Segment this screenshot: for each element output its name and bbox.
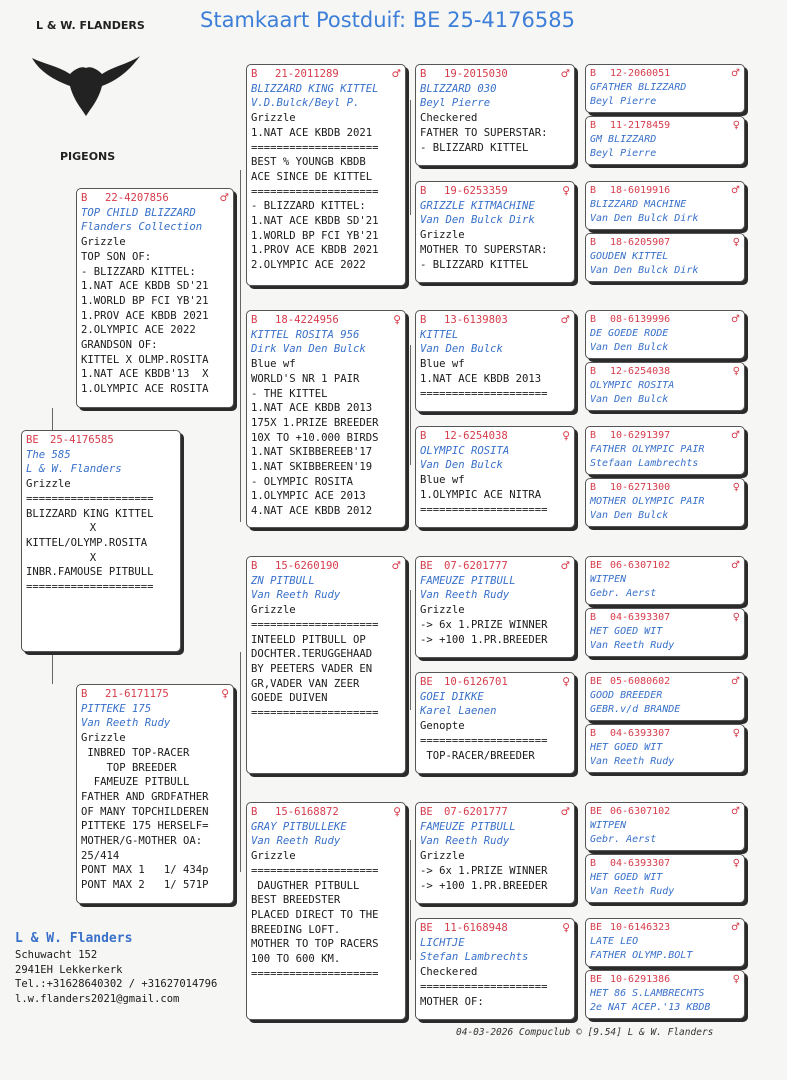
pigeon-owner: Flanders Collection bbox=[81, 221, 203, 234]
sex-icon: ♀ bbox=[562, 676, 570, 688]
card-line: PLACED DIRECT TO THE bbox=[251, 908, 379, 921]
pigeon-owner: Stefan Lambrechts bbox=[420, 951, 529, 964]
card-line: OF MANY TOPCHILDEREN bbox=[81, 805, 209, 818]
pigeon-card-fmfm bbox=[585, 362, 745, 411]
ring-prefix: B bbox=[590, 366, 597, 377]
card-line: INBRED TOP-RACER bbox=[81, 746, 190, 759]
card-line: ==================== bbox=[420, 734, 548, 747]
pigeon-name: GFATHER BLIZZARD bbox=[590, 82, 687, 93]
connector-line bbox=[52, 650, 53, 684]
pigeon-owner: Beyl Pierre bbox=[420, 97, 491, 110]
ring-prefix: BE bbox=[420, 560, 433, 572]
card-line: ==================== bbox=[420, 503, 548, 516]
card-line: GOEDE DUIVEN bbox=[251, 692, 328, 705]
card-line: Checkered bbox=[420, 112, 478, 125]
ring-prefix: B bbox=[590, 728, 597, 739]
pigeon-card-mffm bbox=[585, 608, 745, 657]
pigeon-owner: Van Den Bulck bbox=[420, 343, 503, 356]
card-line: MOTHER/G-MOTHER OA: bbox=[81, 835, 203, 848]
ring-number: 12-6254038 bbox=[610, 366, 671, 377]
sex-icon: ♂ bbox=[731, 676, 740, 687]
sex-icon: ♂ bbox=[731, 430, 740, 441]
pigeon-card-mfff bbox=[585, 556, 745, 605]
pigeon-name: OLYMPIC ROSITA bbox=[420, 444, 510, 457]
pigeon-owner: Gebr. Aerst bbox=[590, 834, 657, 845]
ring-prefix: B bbox=[590, 612, 597, 623]
pigeon-card-ff bbox=[246, 64, 406, 286]
sex-icon: ♂ bbox=[731, 560, 740, 571]
pigeon-name: BLIZZARD KING KITTEL bbox=[251, 82, 379, 95]
connector-line bbox=[410, 590, 411, 710]
ring-prefix: BE bbox=[420, 806, 433, 818]
footer-credit: 04-03-2026 Compuclub © [9.54] L & W. Flanders bbox=[456, 1027, 714, 1038]
card-line: ==================== bbox=[251, 618, 379, 631]
pigeon-owner: Van Reeth Rudy bbox=[420, 589, 510, 602]
connector-line bbox=[52, 408, 53, 432]
ring-number: 08-6139996 bbox=[610, 314, 671, 325]
sex-icon bbox=[164, 433, 176, 448]
pigeon-name: GOEI DIKKE bbox=[420, 690, 484, 703]
card-line: -> 6x 1.PRIZE WINNER bbox=[420, 864, 548, 877]
pigeon-owner: Van Reeth Rudy bbox=[590, 756, 675, 767]
connector-line bbox=[240, 170, 241, 522]
card-line: INBR.FAMOUSE PITBULL bbox=[26, 566, 154, 579]
pigeon-owner: Van Den Bulck bbox=[590, 394, 669, 405]
pigeon-name: HET GOED WIT bbox=[590, 872, 663, 883]
card-line: 1.OLYMPIC ACE 2013 bbox=[251, 490, 366, 503]
card-line: ==================== bbox=[251, 707, 379, 720]
pigeon-name: HET 86 S.LAMBRECHTS bbox=[590, 988, 705, 999]
card-line: ==================== bbox=[251, 185, 379, 198]
contact-street: Schuwacht 152 bbox=[15, 949, 98, 961]
pigeon-card-father bbox=[76, 188, 234, 408]
card-line: GR,VADER VAN ZEER bbox=[251, 677, 360, 690]
sex-icon: ♂ bbox=[731, 922, 740, 933]
ring-prefix: B bbox=[251, 806, 258, 818]
sex-icon: ♀ bbox=[393, 314, 401, 326]
ring-prefix: B bbox=[590, 314, 597, 325]
ring-number: 05-6080602 bbox=[610, 676, 671, 687]
pigeon-owner: L & W. Flanders bbox=[26, 463, 122, 476]
card-line: 1.WORLD BP FCI YB'21 bbox=[81, 294, 209, 307]
pigeon-name: FAMEUZE PITBULL bbox=[420, 574, 516, 587]
card-line: ACE SINCE DE KITTEL bbox=[251, 170, 373, 183]
card-line: TOP BREEDER bbox=[81, 761, 177, 774]
pigeon-card-mmff bbox=[585, 802, 745, 851]
pigeon-card-mfmm bbox=[585, 724, 745, 773]
sex-icon: ♂ bbox=[560, 560, 570, 572]
card-line: 1.NAT SKIBBEREEN'19 bbox=[251, 461, 373, 474]
pigeon-name: FAMEUZE PITBULL bbox=[420, 820, 516, 833]
pigeon-card-mother bbox=[76, 684, 234, 904]
card-line: ==================== bbox=[26, 492, 154, 505]
pigeon-name: FATHER OLYMPIC PAIR bbox=[590, 444, 705, 455]
pigeon-card-fmmm bbox=[585, 478, 745, 527]
sex-icon: ♂ bbox=[560, 314, 570, 326]
card-line: 175X 1.PRIZE BREEDER bbox=[251, 416, 379, 429]
sex-icon: ♀ bbox=[221, 688, 229, 700]
ring-prefix: BE bbox=[590, 806, 603, 817]
card-line: Checkered bbox=[420, 966, 478, 979]
ring-number: 15-6168872 bbox=[275, 806, 339, 818]
pigeon-owner: 2e NAT ACEP.'13 KBDB bbox=[590, 1002, 711, 1013]
ring-number: 13-6139803 bbox=[444, 314, 508, 326]
ring-number: 06-6307102 bbox=[610, 560, 671, 571]
sex-icon: ♂ bbox=[731, 806, 740, 817]
connector-line bbox=[240, 652, 241, 872]
ring-prefix: B bbox=[590, 120, 597, 131]
ring-prefix: BE bbox=[590, 974, 603, 985]
ring-prefix: B bbox=[590, 858, 597, 869]
card-line: KITTEL X OLMP.ROSITA bbox=[81, 353, 209, 366]
brand-name: L & W. FLANDERS bbox=[36, 19, 145, 32]
card-line: TOP SON OF: bbox=[81, 250, 152, 263]
ring-number: 10-6271300 bbox=[610, 482, 671, 493]
pigeon-owner: Van Den Bulck bbox=[590, 510, 669, 521]
card-line: KITTEL/OLYMP.ROSITA bbox=[26, 536, 148, 549]
card-line: ==================== bbox=[251, 864, 379, 877]
sex-icon: ♂ bbox=[391, 68, 401, 80]
pigeon-owner: Van Den Bulck Dirk bbox=[590, 265, 699, 276]
ring-prefix: B bbox=[420, 430, 427, 442]
card-line: - BLIZZARD KITTEL: bbox=[81, 265, 196, 278]
pigeon-name: KITTEL ROSITA 956 bbox=[251, 328, 360, 341]
sex-icon: ♀ bbox=[732, 612, 740, 623]
card-line: -> +100 1.PR.BREEDER bbox=[420, 633, 548, 646]
pigeon-card-fmf bbox=[415, 310, 575, 412]
pigeon-name: OLYMPIC ROSITA bbox=[590, 380, 675, 391]
card-line: PONT MAX 2 1/ 571P bbox=[81, 879, 209, 892]
pigeon-card-subject bbox=[21, 430, 181, 652]
connector-line bbox=[410, 345, 411, 465]
pigeon-card-mm bbox=[246, 802, 406, 1020]
ring-number: 18-4224956 bbox=[275, 314, 339, 326]
ring-prefix: B bbox=[590, 482, 597, 493]
card-line: 4.NAT ACE KBDB 2012 bbox=[251, 505, 373, 518]
card-line: 1.NAT ACE KBDB SD'21 bbox=[81, 280, 209, 293]
ring-number: 10-6146323 bbox=[610, 922, 671, 933]
pigeon-owner: Beyl Pierre bbox=[590, 148, 657, 159]
card-line: 1.OLYMPIC ACE ROSITA bbox=[81, 383, 209, 396]
sex-icon: ♂ bbox=[560, 806, 570, 818]
pigeon-card-mfm bbox=[415, 672, 575, 774]
ring-number: 04-6393307 bbox=[610, 728, 671, 739]
contact-city: 2941EH Lekkerkerk bbox=[15, 963, 123, 976]
card-line: WORLD'S NR 1 PAIR bbox=[251, 372, 360, 385]
card-line: 25/414 bbox=[81, 849, 120, 862]
sex-icon: ♂ bbox=[731, 185, 740, 196]
card-line: -> +100 1.PR.BREEDER bbox=[420, 879, 548, 892]
pigeon-card-mmfm bbox=[585, 854, 745, 903]
pigeon-name: GOUDEN KITTEL bbox=[590, 251, 669, 262]
pigeon-name: GOOD BREEDER bbox=[590, 690, 663, 701]
pigeon-name: GRIZZLE KITMACHINE bbox=[420, 199, 535, 212]
pigeon-name: The 585 bbox=[26, 448, 71, 461]
card-line: MOTHER OF: bbox=[420, 995, 484, 1008]
contact-email: l.w.flanders2021@gmail.com bbox=[15, 992, 180, 1005]
ring-number: 12-2060051 bbox=[610, 68, 671, 79]
contact-block bbox=[15, 930, 217, 1006]
card-line: - THE KITTEL bbox=[251, 387, 328, 400]
card-line: 1.NAT ACE KBDB SD'21 bbox=[251, 215, 379, 228]
sex-icon: ♀ bbox=[562, 430, 570, 442]
ring-number: 04-6393307 bbox=[610, 612, 671, 623]
ring-number: 19-2015030 bbox=[444, 68, 508, 80]
sex-icon: ♂ bbox=[219, 192, 229, 204]
card-line: 1.NAT SKIBBEREEB'17 bbox=[251, 446, 373, 459]
card-line: Grizzle bbox=[26, 478, 71, 491]
card-line: 1.NAT ACE KBDB'13 X bbox=[81, 368, 209, 381]
ring-number: 04-6393307 bbox=[610, 858, 671, 869]
pigeon-card-mfmf bbox=[585, 672, 745, 721]
card-line: 1.NAT ACE KBDB 2013 bbox=[251, 402, 373, 415]
ring-number: 11-6168948 bbox=[444, 922, 508, 934]
card-line: MOTHER TO TOP RACERS bbox=[251, 938, 379, 951]
card-line: PONT MAX 1 1/ 434p bbox=[81, 864, 209, 877]
ring-prefix: B bbox=[251, 314, 258, 326]
card-line: PITTEKE 175 HERSELF= bbox=[81, 820, 209, 833]
ring-prefix: B bbox=[590, 68, 597, 79]
pigeon-card-ffmm bbox=[585, 233, 745, 282]
card-line: Blue wf bbox=[420, 358, 465, 371]
pigeon-owner: Stefaan Lambrechts bbox=[590, 458, 699, 469]
ring-prefix: BE bbox=[420, 922, 433, 934]
card-line: ==================== bbox=[420, 387, 548, 400]
card-line: TOP-RACER/BREEDER bbox=[420, 749, 535, 762]
card-line: 100 TO 600 KM. bbox=[251, 953, 341, 966]
pigeon-card-fm bbox=[246, 310, 406, 528]
pigeon-name: BLIZZARD 030 bbox=[420, 82, 497, 95]
card-line: FATHER TO SUPERSTAR: bbox=[420, 126, 548, 139]
eagle-logo-icon bbox=[30, 52, 142, 116]
card-line: Grizzle bbox=[420, 604, 465, 617]
pigeon-owner: Van Den Bulck bbox=[590, 342, 669, 353]
pigeon-owner: Gebr. Aerst bbox=[590, 588, 657, 599]
sex-icon: ♀ bbox=[562, 922, 570, 934]
pigeon-card-fffm bbox=[585, 116, 745, 165]
ring-prefix: B bbox=[590, 237, 597, 248]
pigeon-name: HET GOED WIT bbox=[590, 742, 663, 753]
page-title: Stamkaart Postduif: BE 25-4176585 bbox=[200, 8, 575, 32]
sex-icon: ♀ bbox=[393, 806, 401, 818]
pigeon-name: LATE LEO bbox=[590, 936, 639, 947]
ring-number: 07-6201777 bbox=[444, 806, 508, 818]
ring-prefix: B bbox=[590, 430, 597, 441]
card-line: BY PEETERS VADER EN bbox=[251, 662, 373, 675]
pigeon-owner: Van Reeth Rudy bbox=[590, 640, 675, 651]
card-line: Blue wf bbox=[420, 474, 465, 487]
ring-number: 07-6201777 bbox=[444, 560, 508, 572]
card-line: ==================== bbox=[251, 967, 379, 980]
brand-subtitle: PIGEONS bbox=[60, 150, 116, 163]
card-line: - OLYMPIC ROSITA bbox=[251, 475, 354, 488]
sex-icon: ♀ bbox=[562, 185, 570, 197]
ring-number: 19-6253359 bbox=[444, 185, 508, 197]
pigeon-owner: Van Reeth Rudy bbox=[81, 717, 171, 730]
ring-prefix: B bbox=[81, 192, 88, 204]
ring-prefix: BE bbox=[590, 676, 603, 687]
pigeon-card-mmm bbox=[415, 918, 575, 1020]
card-line: Grizzle bbox=[420, 229, 465, 242]
pigeon-owner: FATHER OLYMP.BOLT bbox=[590, 950, 693, 961]
ring-prefix: B bbox=[81, 688, 88, 700]
pigeon-card-ffff bbox=[585, 64, 745, 113]
pigeon-card-ffmf bbox=[585, 181, 745, 230]
pigeon-card-mmf bbox=[415, 802, 575, 904]
card-line: X bbox=[26, 522, 97, 535]
card-line: BEST BREEDSTER bbox=[251, 894, 341, 907]
card-line: 10X TO +10.000 BIRDS bbox=[251, 431, 379, 444]
pigeon-owner: Van Den Bulck Dirk bbox=[420, 214, 535, 227]
connector-line bbox=[410, 100, 411, 215]
pigeon-name: ZN PITBULL bbox=[251, 574, 315, 587]
pigeon-owner: Van Den Bulck Dirk bbox=[590, 213, 699, 224]
card-line: Grizzle bbox=[81, 236, 126, 249]
card-line: Grizzle bbox=[251, 604, 296, 617]
ring-number: 10-6291386 bbox=[610, 974, 671, 985]
card-line: FATHER AND GRDFATHER bbox=[81, 790, 209, 803]
ring-number: 18-6205907 bbox=[610, 237, 671, 248]
ring-prefix: B bbox=[251, 560, 258, 572]
card-line: 1.WORLD BP FCI YB'21 bbox=[251, 229, 379, 242]
pigeon-owner: Karel Laenen bbox=[420, 705, 497, 718]
pigeon-owner: Van Reeth Rudy bbox=[420, 835, 510, 848]
ring-prefix: B bbox=[251, 68, 258, 80]
ring-number: 12-6254038 bbox=[444, 430, 508, 442]
sex-icon: ♀ bbox=[732, 366, 740, 377]
card-line: - BLIZZARD KITTEL: bbox=[251, 200, 366, 213]
card-line: BEST % YOUNGB KBDB bbox=[251, 156, 366, 169]
ring-number: 06-6307102 bbox=[610, 806, 671, 817]
pigeon-owner: Van Reeth Rudy bbox=[590, 886, 675, 897]
pigeon-owner: Van Den Bulck bbox=[420, 459, 503, 472]
card-line: 1.PROV ACE KBDB 2021 bbox=[81, 309, 209, 322]
pigeon-card-fmff bbox=[585, 310, 745, 359]
ring-number: 21-6171175 bbox=[105, 688, 169, 700]
pigeon-owner: Beyl Pierre bbox=[590, 96, 657, 107]
sex-icon: ♀ bbox=[732, 482, 740, 493]
pigeon-name: WITPEN bbox=[590, 820, 627, 831]
sex-icon: ♂ bbox=[731, 314, 740, 325]
ring-prefix: BE bbox=[590, 560, 603, 571]
card-line: ==================== bbox=[26, 581, 154, 594]
ring-number: 21-2011289 bbox=[275, 68, 339, 80]
connector-line bbox=[410, 840, 411, 960]
card-line: BREEDING LOFT. bbox=[251, 923, 341, 936]
pigeon-name: TOP CHILD BLIZZARD bbox=[81, 206, 196, 219]
card-line: 1.PROV ACE KBDB 2021 bbox=[251, 244, 379, 257]
card-line: Grizzle bbox=[251, 850, 296, 863]
pigeon-card-mff bbox=[415, 556, 575, 658]
pigeon-name: GM BLIZZARD bbox=[590, 134, 657, 145]
ring-prefix: BE bbox=[420, 676, 433, 688]
ring-prefix: B bbox=[420, 185, 427, 197]
pigeon-name: KITTEL bbox=[420, 328, 459, 341]
card-line: - BLIZZARD KITTEL bbox=[420, 141, 529, 154]
sex-icon: ♀ bbox=[732, 237, 740, 248]
card-line: BLIZZARD KING KITTEL bbox=[26, 507, 154, 520]
pigeon-card-ffm bbox=[415, 181, 575, 283]
ring-number: 22-4207856 bbox=[105, 192, 169, 204]
card-line: -> 6x 1.PRIZE WINNER bbox=[420, 618, 548, 631]
card-line: ==================== bbox=[420, 980, 548, 993]
pigeon-card-fmm bbox=[415, 426, 575, 528]
ring-number: 18-6019916 bbox=[610, 185, 671, 196]
card-line: 1.OLYMPIC ACE NITRA bbox=[420, 488, 542, 501]
card-line: MOTHER TO SUPERSTAR: bbox=[420, 243, 548, 256]
ring-number: 10-6291397 bbox=[610, 430, 671, 441]
pigeon-owner: V.D.Bulck/Beyl P. bbox=[251, 97, 360, 110]
pigeon-card-fff bbox=[415, 64, 575, 166]
sex-icon: ♀ bbox=[732, 858, 740, 869]
ring-prefix: B bbox=[590, 185, 597, 196]
card-line: 2.OLYMPIC ACE 2022 bbox=[251, 259, 366, 272]
card-line: Genopte bbox=[420, 720, 465, 733]
card-line: Grizzle bbox=[251, 112, 296, 125]
pigeon-name: WITPEN bbox=[590, 574, 627, 585]
card-line: Grizzle bbox=[81, 732, 126, 745]
card-line: DOCHTER.TERUGGEHAAD bbox=[251, 648, 373, 661]
ring-number: 11-2178459 bbox=[610, 120, 671, 131]
ring-prefix: BE bbox=[590, 922, 603, 933]
sex-icon: ♂ bbox=[731, 68, 740, 79]
card-line: DAUGTHER PITBULL bbox=[251, 879, 360, 892]
pigeon-owner: Dirk Van Den Bulck bbox=[251, 343, 366, 356]
pigeon-owner: GEBR.v/d BRANDE bbox=[590, 704, 681, 715]
pigeon-name: DE GOEDE RODE bbox=[590, 328, 669, 339]
card-line: INTEELD PITBULL OP bbox=[251, 633, 366, 646]
contact-phone: Tel.:+31628640302 / +31627014796 bbox=[15, 978, 218, 991]
card-line: Grizzle bbox=[420, 850, 465, 863]
pigeon-name: GRAY PITBULLEKE bbox=[251, 820, 347, 833]
pigeon-owner: Van Reeth Rudy bbox=[251, 589, 341, 602]
sex-icon: ♀ bbox=[732, 728, 740, 739]
sex-icon: ♂ bbox=[560, 68, 570, 80]
ring-number: 10-6126701 bbox=[444, 676, 508, 688]
contact-name: L & W. Flanders bbox=[15, 931, 133, 946]
ring-number: 25-4176585 bbox=[50, 434, 114, 446]
pigeon-card-mmmf bbox=[585, 918, 745, 967]
pigeon-name: BLIZZARD MACHINE bbox=[590, 199, 687, 210]
pigeon-card-mmmm bbox=[585, 970, 745, 1019]
card-line: GRANDSON OF: bbox=[81, 339, 158, 352]
card-line: - BLIZZARD KITTEL bbox=[420, 258, 529, 271]
ring-prefix: B bbox=[420, 68, 427, 80]
card-line: Blue wf bbox=[251, 358, 296, 371]
sex-icon: ♂ bbox=[391, 560, 401, 572]
pigeon-card-mf bbox=[246, 556, 406, 774]
pigeon-card-fmmf bbox=[585, 426, 745, 475]
sex-icon: ♀ bbox=[732, 120, 740, 131]
card-line: 1.NAT ACE KBDB 2021 bbox=[251, 126, 373, 139]
card-line: 2.OLYMPIC ACE 2022 bbox=[81, 324, 196, 337]
card-line: ==================== bbox=[251, 141, 379, 154]
ring-prefix: BE bbox=[26, 434, 39, 446]
ring-prefix: B bbox=[420, 314, 427, 326]
card-line: FAMEUZE PITBULL bbox=[81, 776, 190, 789]
card-line: X bbox=[26, 551, 97, 564]
pigeon-owner: Van Reeth Rudy bbox=[251, 835, 341, 848]
card-line: 1.NAT ACE KBDB 2013 bbox=[420, 372, 542, 385]
pigeon-name: HET GOED WIT bbox=[590, 626, 663, 637]
pigeon-name: LICHTJE bbox=[420, 936, 465, 949]
pigeon-name: MOTHER OLYMPIC PAIR bbox=[590, 496, 705, 507]
sex-icon: ♀ bbox=[732, 974, 740, 985]
ring-number: 15-6260190 bbox=[275, 560, 339, 572]
pigeon-name: PITTEKE 175 bbox=[81, 702, 152, 715]
